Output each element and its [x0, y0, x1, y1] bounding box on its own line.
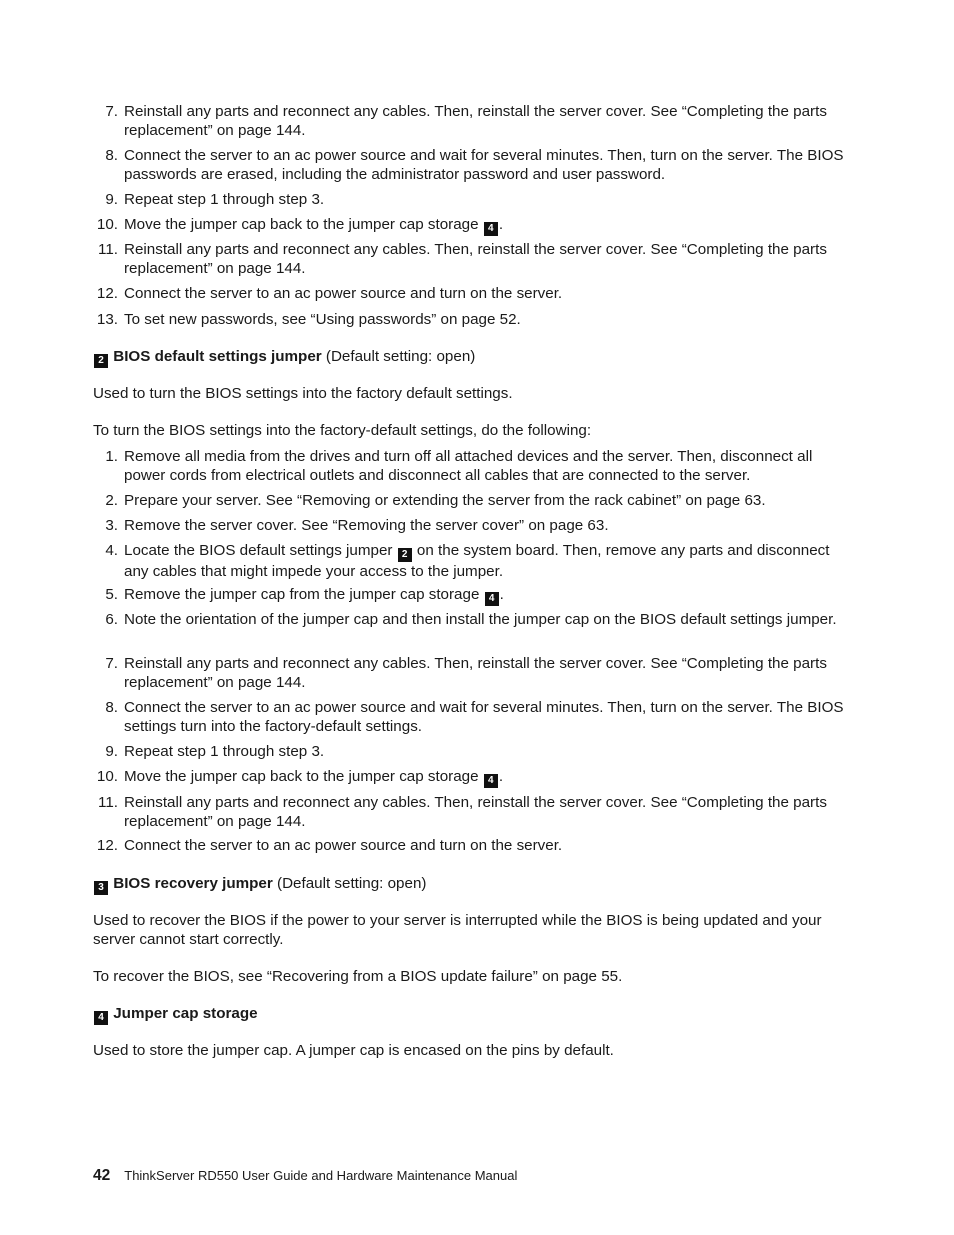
step-text: Connect the server to an ac power source and turn on the server.	[124, 837, 563, 854]
step-text-after: .	[498, 768, 504, 785]
step-number: 11.	[98, 794, 118, 811]
default-setting-note: (Default setting: open)	[277, 875, 427, 892]
callout-marker: 2	[398, 548, 412, 562]
step-text: Remove the server cover. See “Removing the server cover” on page 63.	[124, 517, 609, 534]
step-text-with-callout	[124, 541, 846, 581]
step-number: 10.	[96, 768, 118, 785]
section-intro: To turn the BIOS settings into the factory-default settings, do the following:	[93, 422, 592, 439]
step-number: 13.	[96, 311, 118, 328]
step-text: Connect the server to an ac power source and turn on the server.	[124, 285, 563, 302]
step-text-with-callout	[124, 767, 846, 788]
step-text: Prepare your server. See “Removing or extending the server from the rack cabinet” on page 63.	[124, 492, 766, 509]
step-number: 5.	[105, 586, 118, 603]
section-description: Used to store the jumper cap. A jumper cap is encased on the pins by default.	[93, 1042, 614, 1059]
step-number: 9.	[105, 743, 118, 760]
step-text: To set new passwords, see “Using passwords” on page 52.	[124, 311, 521, 328]
step-number: 7.	[105, 655, 118, 672]
callout-marker: 4	[484, 222, 498, 236]
step-text: Move the jumper cap back to the jumper cap storage	[124, 216, 479, 233]
callout-marker: 4	[485, 592, 499, 606]
step-text-with-callout	[124, 215, 846, 236]
step-text: Repeat step 1 through step 3.	[124, 191, 325, 208]
step-text-after: on the system board. Then, remove any parts and disconnect any cables that might impede your access to the jumper.	[124, 542, 830, 580]
step-text: Connect the server to an ac power source and wait for several minutes. Then, turn on the server. The BIOS settings turn into the factory-default settings.	[124, 699, 844, 735]
step-number: 8.	[105, 699, 118, 716]
step-text: Locate the BIOS default settings jumper	[124, 542, 393, 559]
step-text: Reinstall any parts and reconnect any cables. Then, reinstall the server cover. See “Completing the parts replacement” on page 144.	[124, 103, 827, 139]
step-text: Reinstall any parts and reconnect any cables. Then, reinstall the server cover. See “Completing the parts replacement” on page 144.	[124, 241, 827, 277]
page-footer	[93, 1166, 853, 1185]
step-text: Move the jumper cap back to the jumper cap storage	[124, 768, 479, 785]
step-number: 11.	[98, 241, 118, 258]
step-number: 12.	[96, 837, 118, 854]
section-title: BIOS recovery jumper	[113, 875, 273, 892]
page-number: 42	[93, 1167, 111, 1184]
step-number: 4.	[105, 542, 118, 559]
step-number: 9.	[105, 191, 118, 208]
step-number: 2.	[105, 492, 118, 509]
step-text: Note the orientation of the jumper cap and then install the jumper cap on the BIOS default settings jumper.	[124, 611, 837, 628]
step-number: 10.	[96, 216, 118, 233]
section-description: Used to turn the BIOS settings into the factory default settings.	[93, 385, 513, 402]
step-number: 8.	[105, 147, 118, 164]
document-title: ThinkServer RD550 User Guide and Hardware Maintenance Manual	[124, 1168, 518, 1183]
section-heading-bios-recovery	[93, 874, 853, 895]
section-reference: To recover the BIOS, see “Recovering from a BIOS update failure” on page 55.	[93, 968, 623, 985]
callout-marker: 3	[94, 881, 108, 895]
step-number: 1.	[105, 448, 118, 465]
callout-marker: 4	[94, 1011, 108, 1025]
step-number: 3.	[105, 517, 118, 534]
section-title: BIOS default settings jumper	[113, 348, 322, 365]
default-setting-note: (Default setting: open)	[325, 348, 476, 365]
step-text: Connect the server to an ac power source and wait for several minutes. Then, turn on the server. The BIOS passwords are erased, including the administrator password and user password.	[124, 147, 844, 183]
step-number: 12.	[96, 285, 118, 302]
section-title: Jumper cap storage	[113, 1005, 258, 1022]
step-text-after: .	[499, 586, 504, 603]
step-text: Reinstall any parts and reconnect any cables. Then, reinstall the server cover. See “Completing the parts replacement” on page 144.	[124, 655, 827, 691]
callout-marker: 2	[94, 354, 108, 368]
step-number: 6.	[105, 611, 118, 628]
section-description: Used to recover the BIOS if the power to your server is interrupted while the BIOS is being updated and your server cannot start correctly.	[93, 912, 822, 948]
callout-marker: 4	[484, 774, 498, 788]
step-text-after: .	[498, 216, 504, 233]
section-heading-bios-default	[93, 347, 853, 368]
step-number: 7.	[105, 103, 118, 120]
step-text: Repeat step 1 through step 3.	[124, 743, 325, 760]
step-text: Remove all media from the drives and turn off all attached devices and the server. Then, disconnect all power cords from electrical outlets and disconnect all cables that are connected to the server.	[124, 448, 813, 484]
step-text-with-callout	[124, 585, 846, 606]
section-heading-jumper-cap-storage	[93, 1004, 853, 1025]
step-text: Remove the jumper cap from the jumper cap storage	[124, 586, 480, 603]
step-text: Reinstall any parts and reconnect any cables. Then, reinstall the server cover. See “Completing the parts replacement” on page 144.	[124, 794, 827, 830]
